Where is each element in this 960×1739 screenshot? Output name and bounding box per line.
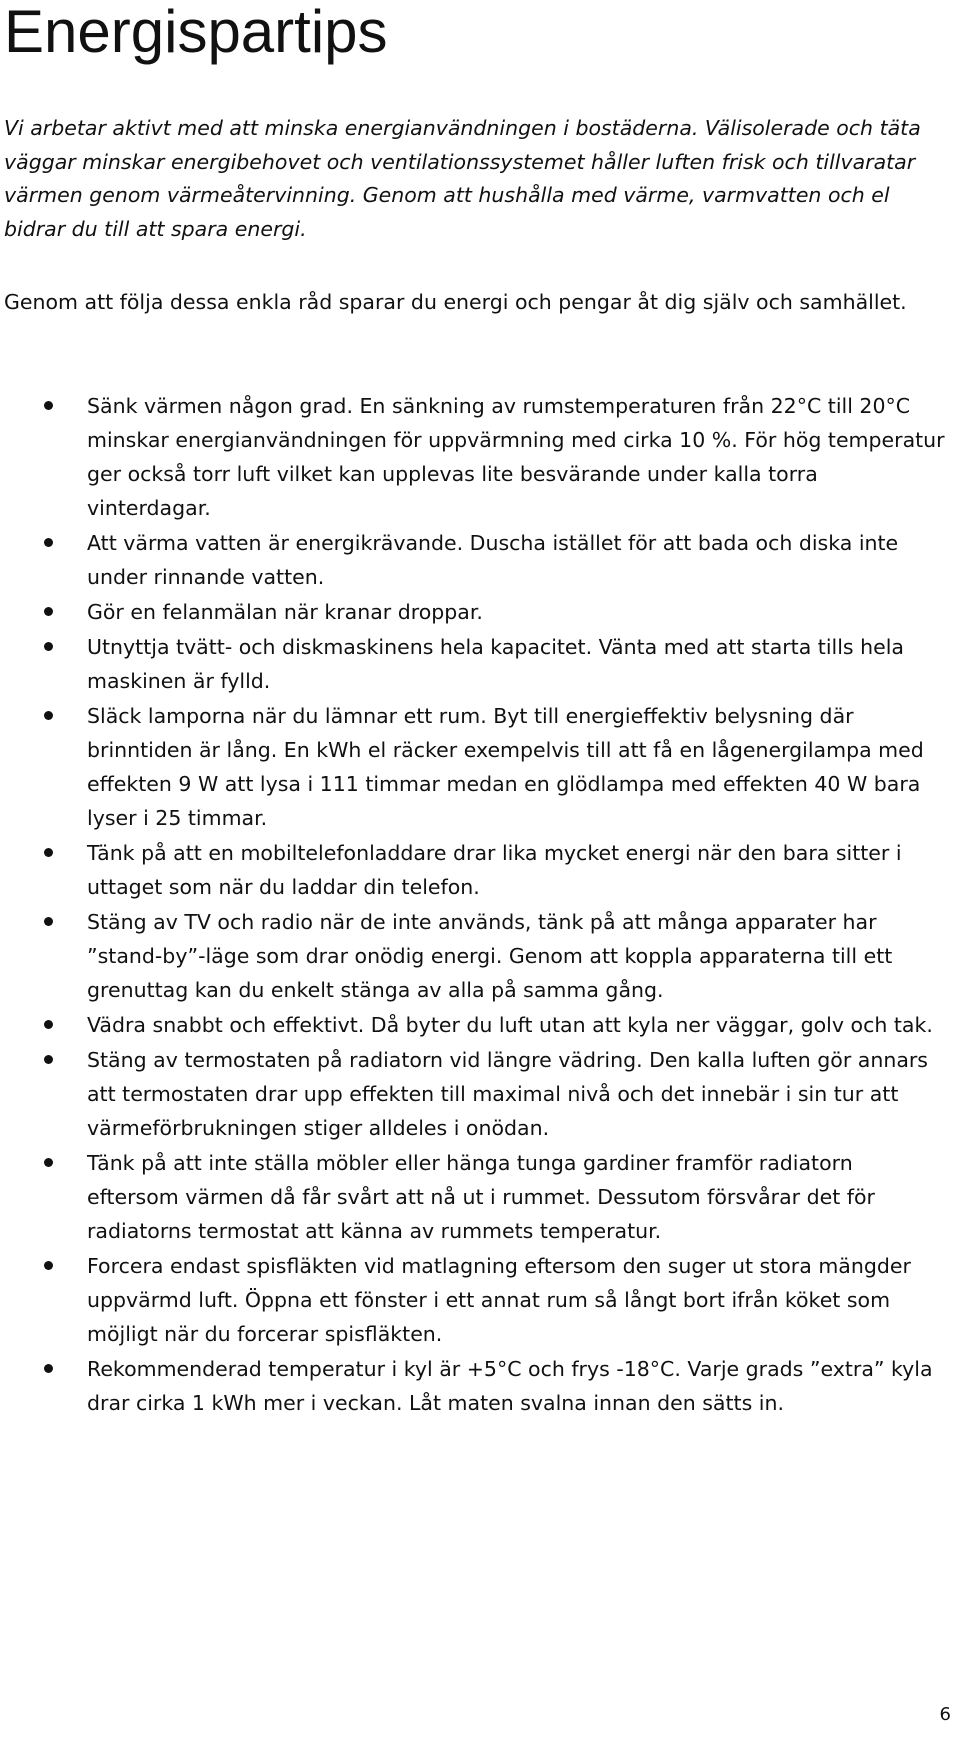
bullet-icon [44, 711, 53, 720]
bullet-icon [44, 917, 53, 926]
tip-text: Släck lamporna när du lämnar ett rum. Byt till energieffektiv belysning där brinntiden är lång. En kWh el räcker exempelvis till att få en lågenergilampa med effekten 9 W att lysa i 111 timmar medan en glödlampa med effekten 40 W bara lyser i 25 timmar. [87, 704, 924, 830]
lead-paragraph: Genom att följa dessa enkla råd sparar du energi och pengar åt dig själv och samhället. [4, 290, 907, 314]
tip-text: Stäng av termostaten på radiatorn vid längre vädring. Den kalla luften gör annars att termostaten drar upp effekten till maximal nivå och det innebär i sin tur att värmeförbrukningen stiger alldeles i onödan. [87, 1048, 928, 1140]
tip-item [0, 1249, 960, 1351]
tip-item [0, 389, 960, 525]
intro-paragraph: Vi arbetar aktivt med att minska energianvändningen i bostäderna. Välisolerade och täta väggar minskar energibehovet och ventilationssystemet håller luften frisk och tillvaratar värmen genom värmeåtervinning. Genom att hushålla med värme, varmvatten och el bidrar du till att spara energi. [4, 116, 921, 241]
bullet-icon [44, 1364, 53, 1373]
tip-item [0, 1352, 960, 1420]
bullet-icon [44, 1261, 53, 1270]
bullet-icon [44, 538, 53, 547]
bullet-icon [44, 1055, 53, 1064]
tip-item [0, 630, 960, 698]
bullet-icon [44, 401, 53, 410]
tip-item [0, 1043, 960, 1145]
tip-item [0, 699, 960, 835]
tip-text: Vädra snabbt och effektivt. Då byter du luft utan att kyla ner väggar, golv och tak. [87, 1013, 933, 1037]
tip-text: Sänk värmen någon grad. En sänkning av rumstemperaturen från 22°C till 20°C minskar energianvändningen för uppvärmning med cirka 10 %. För hög temperatur ger också torr luft vilket kan upplevas lite besvärande under kalla torra vinterdagar. [87, 394, 945, 520]
tip-item [0, 1008, 960, 1042]
bullet-icon [44, 1158, 53, 1167]
tip-text: Stäng av TV och radio när de inte används, tänk på att många apparater har ”stand-by”-läge som drar onödig energi. Genom att koppla apparaterna till ett grenuttag kan du enkelt stänga av alla på samma gång. [87, 910, 893, 1002]
tip-text: Utnyttja tvätt- och diskmaskinens hela kapacitet. Vänta med att starta tills hela maskinen är fylld. [87, 635, 904, 693]
tip-text: Tänk på att inte ställa möbler eller hänga tunga gardiner framför radiatorn eftersom värmen då får svårt att nå ut i rummet. Dessutom försvårar det för radiatorns termostat att känna av rummets temperatur. [87, 1151, 875, 1243]
tip-text: Gör en felanmälan när kranar droppar. [87, 600, 483, 624]
page-title: Energispartips [4, 0, 388, 65]
tip-item [0, 526, 960, 594]
tips-list [0, 389, 960, 1421]
tip-text: Att värma vatten är energikrävande. Duscha istället för att bada och diska inte under rinnande vatten. [87, 531, 899, 589]
tip-text: Tänk på att en mobiltelefonladdare drar lika mycket energi när den bara sitter i uttaget som när du laddar din telefon. [87, 841, 902, 899]
bullet-icon [44, 848, 53, 857]
bullet-icon [44, 642, 53, 651]
tip-text: Forcera endast spisfläkten vid matlagning eftersom den suger ut stora mängder uppvärmd luft. Öppna ett fönster i ett annat rum så långt bort ifrån köket som möjligt när du forcerar spisfläkten. [87, 1254, 911, 1346]
tip-text: Rekommenderad temperatur i kyl är +5°C och frys -18°C. Varje grads ”extra” kyla drar cirka 1 kWh mer i veckan. Låt maten svalna innan den sätts in. [87, 1357, 933, 1415]
tip-item [0, 905, 960, 1007]
bullet-icon [44, 607, 53, 616]
page-number: 6 [939, 1704, 951, 1725]
tip-item [0, 836, 960, 904]
tip-item [0, 1146, 960, 1248]
tip-item [0, 595, 960, 629]
bullet-icon [44, 1020, 53, 1029]
